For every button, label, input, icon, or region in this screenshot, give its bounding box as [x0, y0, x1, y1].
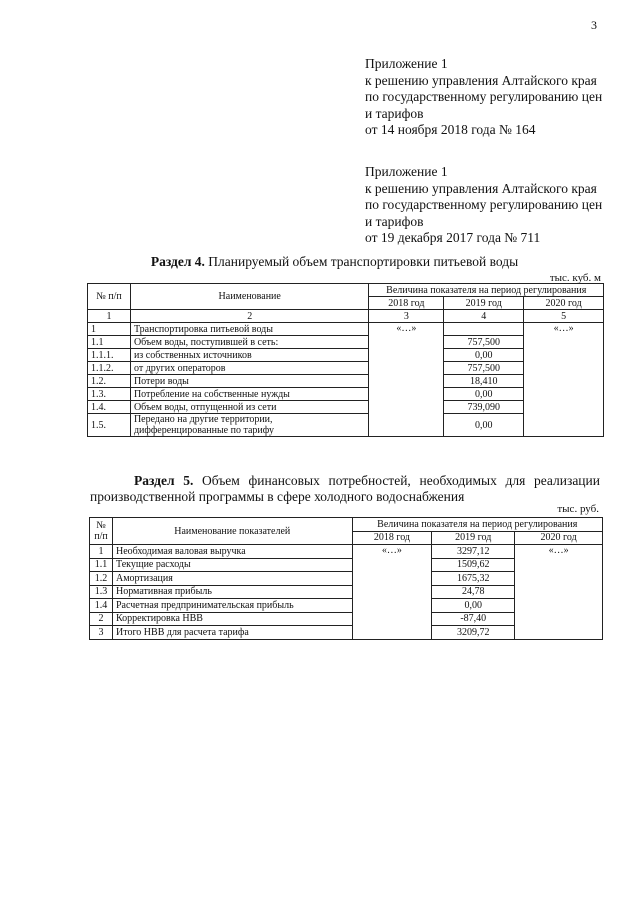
section4-title [0, 254, 639, 270]
section4-title-text: Планируемый объем транспортировки питьевой воды [204, 254, 519, 269]
header-num: № п/п [90, 518, 113, 545]
row-name: Объем воды, поступившей в сеть: [130, 336, 369, 349]
section5-title [90, 473, 600, 505]
appendix-line: по государственному регулированию цен [365, 89, 603, 104]
header-2019: 2019 год [432, 531, 515, 545]
table-row [90, 545, 603, 559]
row-name: Текущие расходы [112, 558, 352, 572]
row-name: Итого НВВ для расчета тарифа [112, 626, 352, 640]
table-row [88, 323, 604, 336]
row-num: 1.1.1. [88, 349, 131, 362]
value-2020-ellipsis: «…» [515, 545, 603, 640]
value-2019: 3297,12 [432, 545, 515, 559]
row-name: Расчетная предпринимательская прибыль [112, 599, 352, 613]
header-period: Величина показателя на период регулирования [352, 518, 602, 532]
header-2018: 2018 год [352, 531, 432, 545]
header-name: Наименование показателей [112, 518, 352, 545]
row-num: 1 [90, 545, 113, 559]
appendix-line: и тарифов [365, 105, 424, 121]
header-2020: 2020 год [515, 531, 603, 545]
row-name: Транспортировка питьевой воды [130, 323, 369, 336]
col-index: 3 [369, 310, 444, 323]
header-2018: 2018 год [369, 297, 444, 310]
value-2019: 0,00 [444, 414, 524, 437]
col-index: 1 [88, 310, 131, 323]
value-2020-ellipsis: «…» [524, 323, 604, 437]
appendix-line: и тарифов [365, 213, 424, 229]
row-name: Объем воды, отпущенной из сети [130, 401, 369, 414]
value-2019: 3209,72 [432, 626, 515, 640]
value-2018-ellipsis: «…» [369, 323, 444, 437]
row-num: 1.5. [88, 414, 131, 437]
value-2018-ellipsis: «…» [352, 545, 432, 640]
appendix-line: от 19 декабря 2017 года № 711 [365, 230, 541, 245]
row-name: Нормативная прибыль [112, 585, 352, 599]
appendix-line: к решению управления Алтайского края [365, 180, 597, 196]
section5-unit: тыс. руб. [557, 503, 599, 515]
row-num: 1.4 [90, 599, 113, 613]
row-num: 1.1 [90, 558, 113, 572]
value-2019: 1509,62 [432, 558, 515, 572]
header-num: № п/п [88, 284, 131, 310]
appendix-line: Приложение 1 [365, 164, 448, 179]
header-2020: 2020 год [524, 297, 604, 310]
value-2019: 24,78 [432, 585, 515, 599]
value-2019: 1675,32 [432, 572, 515, 586]
appendix-line: к решению управления Алтайского края [365, 72, 597, 88]
value-2019: 0,00 [444, 349, 524, 362]
col-index: 4 [444, 310, 524, 323]
value-2019 [444, 323, 524, 336]
row-num: 2 [90, 612, 113, 626]
header-name: Наименование [130, 284, 369, 310]
row-num: 1.1.2. [88, 362, 131, 375]
appendix-line: Приложение 1 [365, 56, 448, 71]
row-num: 1.2 [90, 572, 113, 586]
row-num: 3 [90, 626, 113, 640]
row-name: от других операторов [130, 362, 369, 375]
row-num: 1.2. [88, 375, 131, 388]
appendix-line: от 14 ноября 2018 года № 164 [365, 122, 536, 137]
section4-title-bold: Раздел 4. [150, 254, 205, 269]
value-2019: 18,410 [444, 375, 524, 388]
row-num: 1.3 [90, 585, 113, 599]
header-2019: 2019 год [444, 297, 524, 310]
row-num: 1.1 [88, 336, 131, 349]
section5-title-text: Объем финансовых потребностей, необходимых для реализации производственной программы в сфере холодного водоснабжения [90, 473, 600, 504]
page-number: 3 [591, 18, 597, 32]
row-name: Потери воды [130, 375, 369, 388]
value-2019: 757,500 [444, 362, 524, 375]
value-2019: 0,00 [444, 388, 524, 401]
appendix-line: по государственному регулированию цен [365, 197, 603, 212]
row-name: из собственных источников [130, 349, 369, 362]
row-name: Амортизация [112, 572, 352, 586]
row-num: 1.3. [88, 388, 131, 401]
section4-unit: тыс. куб. м [549, 272, 601, 284]
col-index: 5 [524, 310, 604, 323]
row-name: Необходимая валовая выручка [112, 545, 352, 559]
row-num: 1 [88, 323, 131, 336]
row-name: Корректировка НВВ [112, 612, 352, 626]
section5-title-bold: Раздел 5. [134, 473, 194, 488]
row-name: Передано на другие территории, дифференцированные по тарифу [130, 414, 369, 437]
header-period: Величина показателя на период регулирования [369, 284, 604, 297]
section4-table [87, 283, 604, 437]
value-2019: 757,500 [444, 336, 524, 349]
section5-table [89, 517, 603, 640]
appendix-header-current [365, 56, 602, 139]
appendix-header-original [365, 164, 602, 247]
value-2019: -87,40 [432, 612, 515, 626]
row-num: 1.4. [88, 401, 131, 414]
col-index: 2 [130, 310, 369, 323]
row-name: Потребление на собственные нужды [130, 388, 369, 401]
value-2019: 0,00 [432, 599, 515, 613]
value-2019: 739,090 [444, 401, 524, 414]
